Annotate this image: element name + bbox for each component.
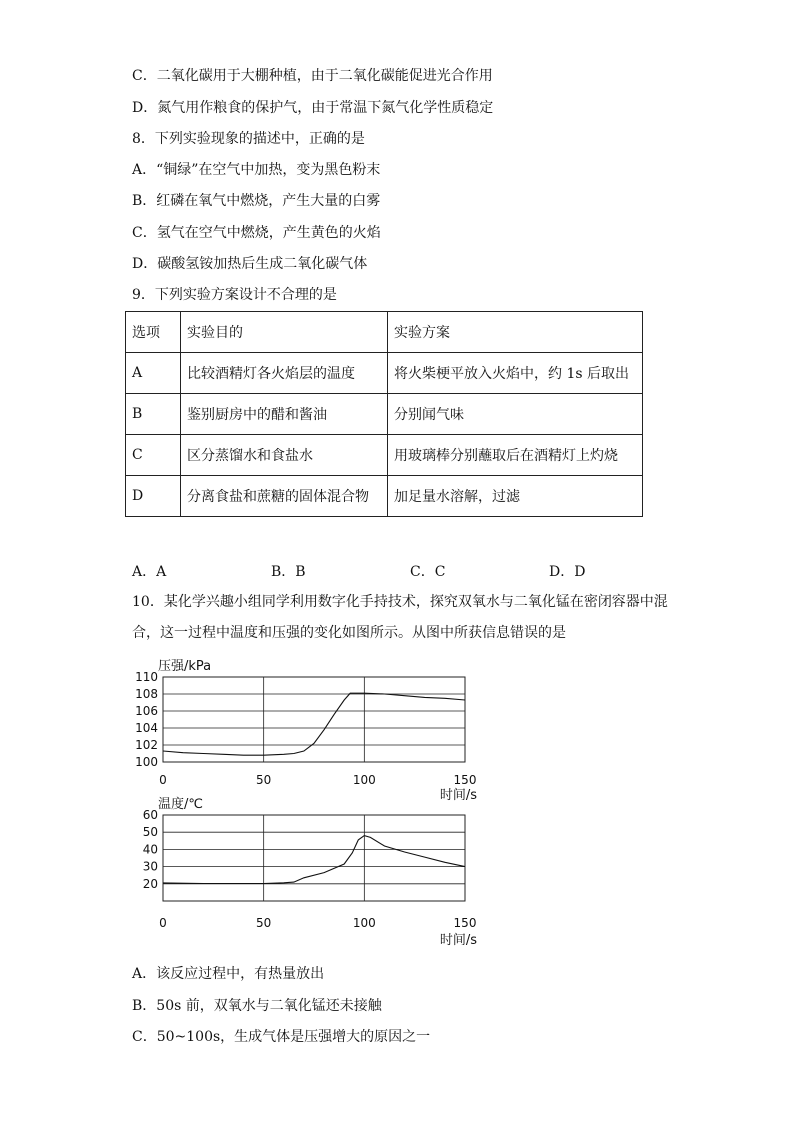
y-tick-label: 100 xyxy=(135,755,158,769)
table-cell: B xyxy=(126,394,181,435)
series-line xyxy=(163,836,465,884)
y-tick-label: 50 xyxy=(142,825,158,840)
q9-option-b: B．B xyxy=(271,564,306,580)
x-tick-label: 50 xyxy=(256,773,272,787)
q10-option-b: B．50s 前，双氧水与二氧化锰还未接触 xyxy=(132,998,382,1014)
table-cell: 将火柴梗平放入火焰中，约 1s 后取出 xyxy=(388,353,643,394)
q10-option-a: A．该反应过程中，有热量放出 xyxy=(132,966,325,982)
q8-option-c: C．氢气在空气中燃烧，产生黄色的火焰 xyxy=(132,225,381,241)
y-axis-label: 压强/kPa xyxy=(158,659,212,674)
x-axis-label: 时间/s xyxy=(439,788,477,803)
question-8: 8．下列实验现象的描述中，正确的是 xyxy=(132,131,365,147)
x-tick-label: 150 xyxy=(453,773,477,787)
y-tick-label: 110 xyxy=(135,670,158,684)
question-10-line-2: 合，这一过程中温度和压强的变化如图所示。从图中所获信息错误的是 xyxy=(132,625,566,641)
table-cell: 分别闻气味 xyxy=(388,394,643,435)
x-tick-label: 100 xyxy=(352,916,376,930)
table-cell: 比较酒精灯各火焰层的温度 xyxy=(181,353,388,394)
q9-option-a: A．A xyxy=(132,564,167,580)
header-cell: 实验方案 xyxy=(388,312,643,353)
table-cell: 加足量水溶解，过滤 xyxy=(388,476,643,517)
y-axis-label: 温度/℃ xyxy=(158,797,203,812)
question-10-line-1: 10．某化学兴趣小组同学利用数字化手持技术，探究双氧水与二氧化锰在密闭容器中混 xyxy=(132,594,668,610)
q8-option-b: B．红磷在氧气中燃烧，产生大量的白雾 xyxy=(132,193,381,209)
option-c-line: C．二氧化碳用于大棚种植，由于二氧化碳能促进光合作用 xyxy=(132,68,493,84)
x-tick-label: 150 xyxy=(453,916,477,930)
plot-frame xyxy=(163,815,465,901)
x-tick-label: 100 xyxy=(352,773,376,787)
table-cell: 鉴别厨房中的醋和酱油 xyxy=(181,394,388,435)
question-9: 9．下列实验方案设计不合理的是 xyxy=(132,287,337,303)
y-tick-label: 108 xyxy=(135,687,158,701)
x-tick-label: 0 xyxy=(159,773,167,787)
header-cell: 实验目的 xyxy=(181,312,388,353)
header-cell: 选项 xyxy=(126,312,181,353)
x-axis-label: 时间/s xyxy=(439,933,477,948)
y-tick-label: 60 xyxy=(142,808,158,822)
table-cell: D xyxy=(126,476,181,517)
q9-option-c: C．C xyxy=(410,564,446,580)
x-tick-label: 0 xyxy=(159,916,167,930)
option-d-line: D．氮气用作粮食的保护气，由于常温下氮气化学性质稳定 xyxy=(132,100,494,116)
plot-frame xyxy=(163,677,465,762)
x-tick-label: 50 xyxy=(256,916,272,930)
series-line xyxy=(163,693,465,755)
y-tick-label: 40 xyxy=(142,842,158,857)
q10-option-c: C．50~100s，生成气体是压强增大的原因之一 xyxy=(132,1029,431,1045)
table-cell: 分离食盐和蔗糖的固体混合物 xyxy=(181,476,388,517)
y-tick-label: 30 xyxy=(142,859,158,874)
y-tick-label: 20 xyxy=(142,876,158,891)
y-tick-label: 106 xyxy=(135,704,158,718)
q8-option-d: D．碳酸氢铵加热后生成二氧化碳气体 xyxy=(132,256,368,272)
q9-option-d: D．D xyxy=(549,564,586,580)
table-cell: C xyxy=(126,435,181,476)
q8-option-a: A．“铜绿”在空气中加热，变为黑色粉末 xyxy=(132,162,381,178)
y-tick-label: 104 xyxy=(135,721,158,735)
table-cell: 区分蒸馏水和食盐水 xyxy=(181,435,388,476)
table-cell: 用玻璃棒分别蘸取后在酒精灯上灼烧 xyxy=(388,435,643,476)
table-cell: A xyxy=(126,353,181,394)
y-tick-label: 102 xyxy=(135,738,158,752)
